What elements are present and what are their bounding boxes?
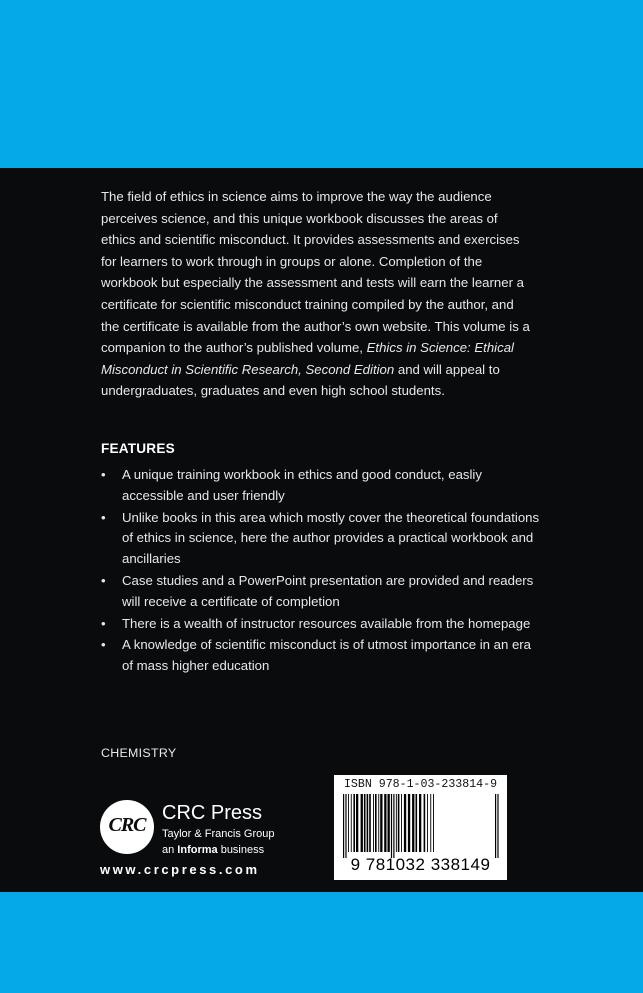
barcode-bar <box>380 794 382 852</box>
publisher-website: www.crcpress.com <box>100 862 260 877</box>
feature-item: • A knowledge of scientific misconduct is of utmost importance in an era of mass higher education <box>101 637 532 674</box>
barcode-bar <box>348 794 349 852</box>
description-text-end: and will appeal to undergraduates, graduates and even high school students. <box>101 361 500 399</box>
bullet: • <box>101 572 106 588</box>
barcode-bar <box>408 794 410 852</box>
top-color-band <box>0 0 643 168</box>
barcode-bars <box>341 794 501 858</box>
bottom-color-band <box>0 892 643 993</box>
feature-item: • A unique training workbook in ethics and good conduct, easliy accessible and user friendly <box>101 467 482 503</box>
barcode-bar <box>398 794 400 852</box>
barcode-bar <box>378 794 379 852</box>
barcode-bar <box>343 794 344 858</box>
barcode-bar <box>364 794 366 852</box>
barcode-bar <box>369 794 371 852</box>
barcode-bar <box>433 794 434 852</box>
feature-item: • There is a wealth of instructor resources available from the homepage <box>101 614 541 635</box>
bullet: • <box>101 509 106 525</box>
barcode-bar <box>388 794 390 852</box>
barcode-bar <box>404 794 406 852</box>
barcode-bar <box>412 794 414 852</box>
barcode-bar <box>367 794 369 852</box>
companion-book-title: Ethics in Science: Ethical Misconduct in Scientific Research, Second Edition <box>101 340 514 377</box>
isbn-label: ISBN 978-1-03-233814-9 <box>343 778 498 791</box>
description-text: The field of ethics in science aims to improve the way the audience perceives science, and this unique workbook discusses the areas of ethics and scientific misconduct. It provides assessments and exercises for learners to work through in groups or alone. Completion of the workbook but especially the assessment and tests will earn the learner a certificate for scientific misconduct training compiled by the author, and the certificate is available from the author’s own website. This volume is a companion to the author’s published volume, <box>101 189 530 356</box>
barcode-bar <box>497 794 498 858</box>
barcode-bar <box>345 794 346 858</box>
barcode-bar <box>396 794 397 852</box>
barcode-bar <box>430 794 431 852</box>
bullet: • <box>101 615 106 631</box>
barcode-number: 9 781032 338149 <box>350 855 491 874</box>
bullet: • <box>101 637 106 653</box>
barcode-bar <box>356 794 358 852</box>
crc-logo-icon: CRC <box>100 800 154 854</box>
barcode-bar <box>391 794 392 858</box>
barcode-bar <box>384 794 386 852</box>
barcode-bar <box>495 794 496 858</box>
publisher-name: CRC Press <box>162 802 263 824</box>
publisher-parent: an Informa business <box>162 844 265 856</box>
barcode-bar <box>351 794 352 852</box>
barcode-bar <box>361 794 363 852</box>
barcode-bar <box>353 794 355 852</box>
barcode-bar <box>393 794 394 858</box>
barcode-bar <box>419 794 421 852</box>
publisher-logo <box>100 800 300 882</box>
publisher-group: Taylor & Francis Group <box>162 828 275 840</box>
barcode-bar <box>373 794 374 852</box>
isbn-barcode <box>334 775 507 880</box>
barcode-bar <box>427 794 428 852</box>
bullet: • <box>101 467 106 482</box>
subject-category: CHEMISTRY <box>101 746 177 760</box>
features-heading: FEATURES <box>101 441 175 456</box>
barcode-bar <box>401 794 402 852</box>
feature-item: • Unlike books in this area which mostly cover the theoretical foundations of ethics in science, here the author provides a practical workbook and ancillaries <box>101 509 540 567</box>
book-description <box>101 186 531 402</box>
barcode-bar <box>416 794 418 852</box>
features-list <box>101 465 541 678</box>
barcode-bar <box>424 794 426 852</box>
feature-item: • Case studies and a PowerPoint presentation are provided and readers will receive a certificate of completion <box>101 572 534 609</box>
barcode-bar <box>375 794 377 852</box>
